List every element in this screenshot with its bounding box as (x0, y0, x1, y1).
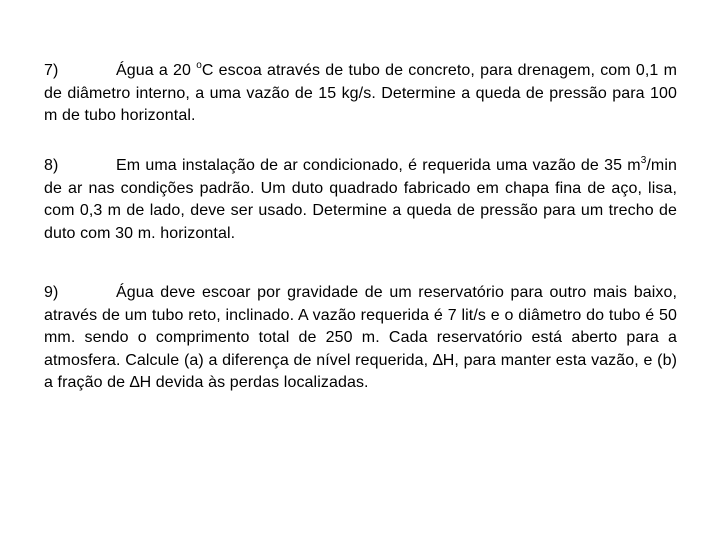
problem-number: 7) (44, 62, 59, 79)
problem-8 (44, 155, 677, 245)
problem-text: Água a 20 (116, 62, 197, 79)
degree-superscript: o (196, 59, 202, 71)
problem-9 (44, 282, 677, 395)
cubic-superscript: 3 (640, 154, 647, 166)
problem-text: Em uma instalação de ar condicionado, é requerida uma vazão de 35 m (116, 157, 641, 174)
problem-text-continued: /min de ar nas condições padrão. Um duto quadrado fabricado em chapa fina de aço, lisa, com 0,3 m de lado, deve ser usado. Determine a queda de pressão para um trecho de duto com 30 m. horizontal. (44, 157, 677, 242)
problem-number: 9) (44, 284, 59, 301)
problem-7 (44, 60, 677, 128)
problem-text-continued: C escoa através de tubo de concreto, para drenagem, com 0,1 m de diâmetro interno, a uma vazão de 15 kg/s. Determine a queda de pressão para 100 m de tubo horizontal. (44, 62, 677, 124)
problem-number: 8) (44, 157, 59, 174)
problem-text: Água deve escoar por gravidade de um reservatório para outro mais baixo, através de um tubo reto, inclinado. A vazão requerida é 7 lit/s e o diâmetro do tubo é 50 mm. sendo o comprimento total de 250 m. Cada reservatório está aberto para a atmosfera. Calcule (a) a diferença de nível requerida, ∆H, para manter esta vazão, e (b) a fração de ∆H devida às perdas localizadas. (44, 284, 677, 391)
